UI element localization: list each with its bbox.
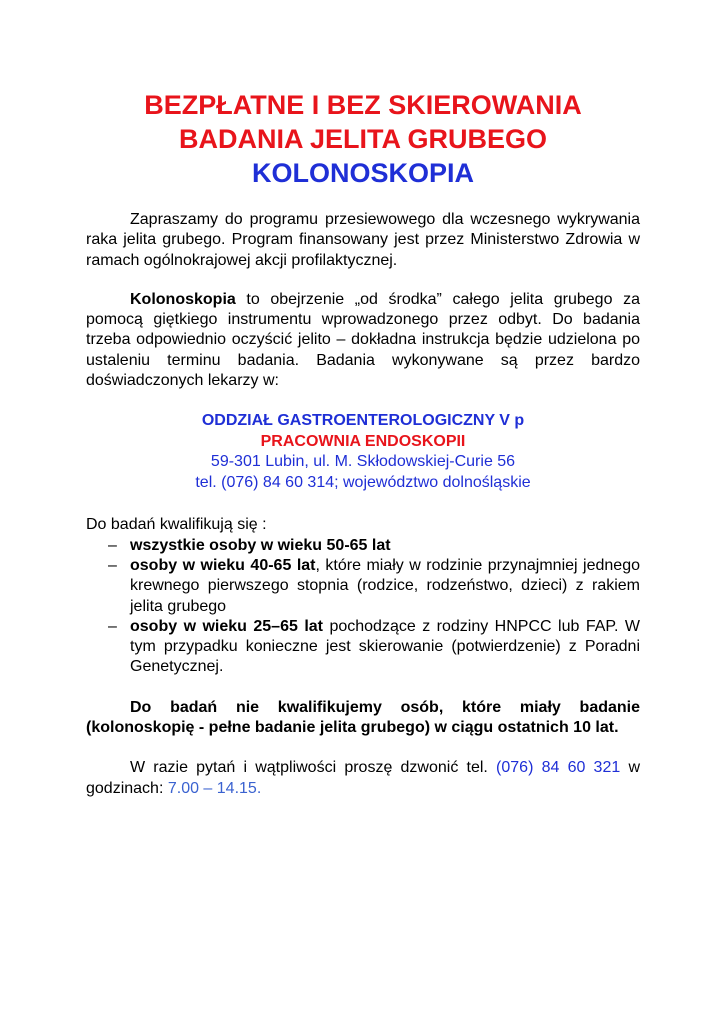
qualification-heading: Do badań kwalifikują się : [86,516,267,534]
item-bold: osoby w wieku 25–65 lat [130,617,323,635]
list-item [86,536,640,556]
item-bold: osoby w wieku 40-65 lat [130,556,316,574]
description-paragraph [86,290,640,391]
document-title [86,88,640,190]
dash-bullet: – [108,536,117,554]
item-rest: , które miały w rodzinie przynajmniej jednego krewnego pierwszego stopnia (rodzice, rodzeństwo, dzieci) z rakiem jelita grubego [130,556,640,615]
lab-name: PRACOWNIA ENDOSKOPII [260,432,466,450]
phone-line: tel. (076) 84 60 314; województwo dolnośląskie [195,473,531,491]
list-item [86,556,640,617]
address-line: 59-301 Lubin, ul. M. Skłodowskiej-Curie 56 [210,453,516,471]
intro-paragraph: Zapraszamy do programu przesiewowego dla wczesnego wykrywania raka jelita grubego. Program finansowany jest przez Ministerstwo Zdrowia w ramach ogólnokrajowej akcji profilaktycznej. [86,211,640,269]
contact-paragraph [86,758,640,799]
dash-bullet: – [108,556,117,574]
item-bold: wszystkie osoby w wieku 50-65 lat [130,536,391,554]
title-line-2: BADANIA JELITA GRUBEGO [178,124,547,154]
contact-hours: 7.00 – 14.15. [167,779,262,797]
title-line-3: KOLONOSKOPIA [251,158,474,188]
qualification-list [86,536,640,678]
contact-phone: (076) 84 60 321 [496,759,621,777]
location-block [86,411,640,493]
department-name: ODDZIAŁ GASTROENTEROLOGICZNY V p [201,412,525,430]
exclusion-paragraph: Do badań nie kwalifikujemy osób, które miały badanie (kolonoskopię - pełne badanie jelita grubego) w ciągu ostatnich 10 lat. [86,698,640,737]
description-text: to obejrzenie „od środka” całego jelita grubego za pomocą giętkiego instrumentu wprowadzonego przez odbyt. Do badania trzeba odpowiednio oczyścić jelito – dokładna instrukcja będzie udzielona po ustaleniu terminu badania. Badania wykonywane są przez bardzo doświadczonych lekarzy w: [86,290,640,390]
dash-bullet: – [108,617,117,635]
item-rest: pochodzące z rodziny HNPCC lub FAP. W tym przypadku konieczne jest skierowanie (potwierdzenie) z Poradni Genetycznej. [130,617,640,676]
description-term: Kolonoskopia [130,290,236,308]
title-line-1: BEZPŁATNE I BEZ SKIEROWANIA [144,90,582,120]
contact-hours-label: w godzinach: [86,759,640,797]
contact-text: W razie pytań i wątpliwości proszę dzwonić tel. [130,759,497,777]
document-page [86,88,640,799]
list-item [86,617,640,678]
